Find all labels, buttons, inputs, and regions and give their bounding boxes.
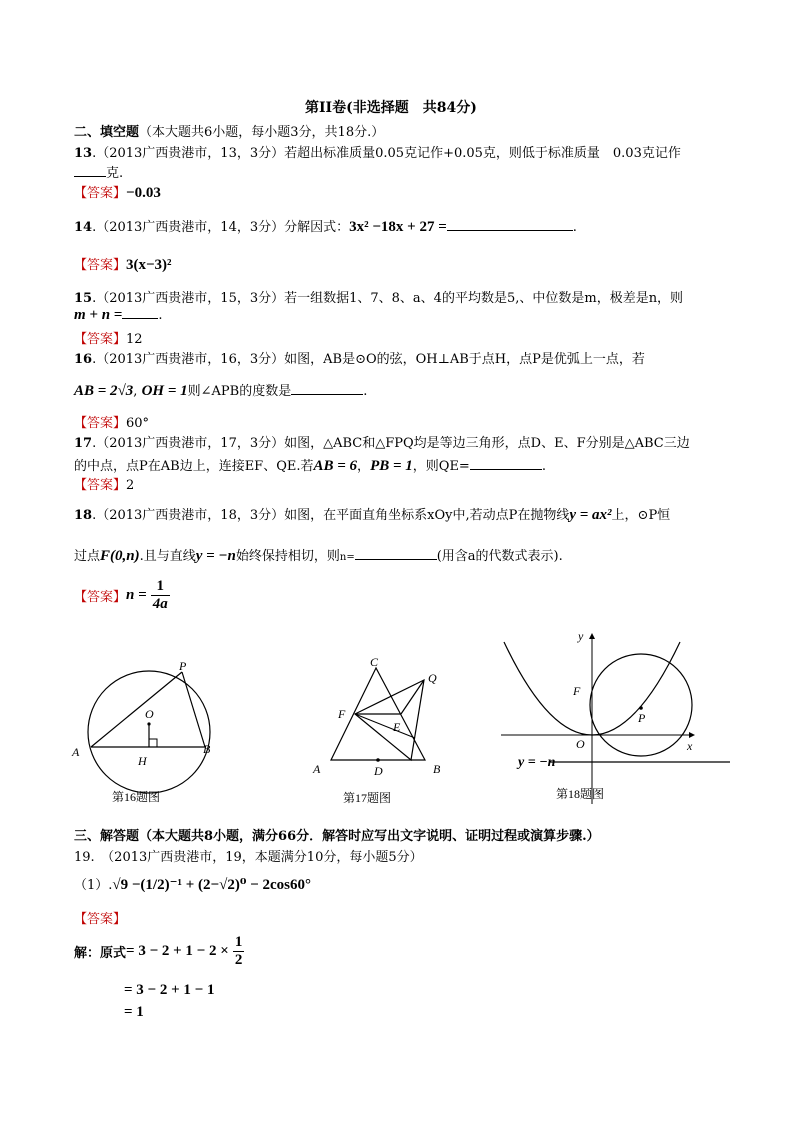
section-2-title: 二、填空题 (74, 125, 140, 140)
part-label: （1）. (74, 878, 113, 893)
fraction-numerator: 1 (151, 578, 170, 596)
label-b: B (203, 742, 211, 756)
question-number: 18 (74, 508, 93, 523)
segment-ap (91, 672, 182, 747)
question-text: 上，⊙P恒 (611, 508, 671, 523)
question-18-line2 (74, 545, 563, 565)
fraction (233, 934, 245, 969)
math-expression: y = ax² (569, 507, 612, 523)
fraction (151, 578, 170, 613)
caption-16: 第16题图 (112, 790, 161, 804)
caption-17: 第17题图 (343, 791, 392, 805)
question-text: ，则QE= (412, 459, 470, 474)
point-d (376, 758, 380, 762)
question-number: 17 (74, 436, 93, 451)
label-h: H (138, 754, 147, 768)
label-d: D (374, 764, 383, 778)
answer-16 (74, 412, 149, 431)
answer-value: 60° (126, 416, 150, 431)
question-13-line2 (74, 162, 123, 181)
question-14: 14.（2013广西贵港市，14，3分）分解因式：3x² −18x + 27 = . (74, 219, 577, 235)
question-text: .（2013广西贵港市，18，3分）如图，在平面直角坐标系xOy中,若动点P在抛物线 (92, 508, 570, 523)
question-17-line2: 的中点，点P在AB边上，连接EF、QE.若AB = 6，PB = 1，则QE= . (74, 458, 546, 474)
answer-label: 【答案】 (74, 590, 127, 605)
question-text: .（2013广西贵港市，17，3分）如图，△ABC和△FPQ均是等边三角形，点D、E、F分别是△ABC三边 (92, 436, 690, 451)
answer-14 (74, 254, 172, 274)
question-text: .且与直线 (139, 549, 196, 564)
question-text: .（2013广西贵港市，14，3分）分解因式： (92, 220, 350, 235)
math-expression: PB = 1 (370, 458, 413, 474)
math-expression: n = (126, 587, 147, 603)
answer-19 (74, 908, 126, 927)
right-angle-mark (149, 739, 157, 747)
figure-17 (303, 652, 463, 812)
answer-blank (74, 164, 106, 177)
question-text: 始终保持相切，则 (235, 549, 340, 564)
question-number: 14 (74, 220, 93, 235)
fraction-denominator: 2 (234, 952, 243, 968)
answer-value: 12 (126, 332, 143, 347)
label-x: x (687, 739, 693, 753)
question-text: 克. (106, 166, 124, 181)
answer-label: 【答案】 (74, 258, 127, 273)
answer-value: −0.03 (126, 185, 161, 201)
question-text: 则∠APB的度数是 (187, 384, 292, 399)
answer-13 (74, 182, 161, 202)
question-text: .（2013广西贵港市，13，3分）若超出标准质量0.05克记作+0.05克，则低于标准质量 0.03克记作 (92, 146, 681, 161)
answer-label: 【答案】 (74, 332, 127, 347)
math-expression: AB = 2√3 (74, 383, 134, 399)
label-a: A (72, 745, 80, 759)
answer-blank (291, 382, 363, 395)
circle-p (590, 654, 692, 756)
question-19: 19. （2013广西贵港市，19，本题满分10分，每小题5分） (74, 850, 423, 865)
point-p (639, 706, 643, 710)
math-expression: 3x² −18x + 27 = (349, 219, 447, 235)
label-b: B (433, 762, 441, 776)
answer-blank (447, 218, 573, 231)
question-text: 的中点，点P在AB边上，连接EF、QE.若 (74, 459, 314, 474)
question-text: (用含a的代数式表示). (436, 549, 563, 564)
label-o: O (145, 707, 154, 721)
question-13 (74, 142, 681, 161)
label-y: y (578, 629, 584, 643)
math-expression: m + n = (74, 307, 123, 323)
section-2-header (74, 121, 384, 140)
figure-18 (498, 628, 730, 808)
math-expression: y = −n (195, 548, 236, 564)
section-3-header: 三、解答题（本大题共8小题，满分66分．解答时应写出文字说明、证明过程或演算步骤.） (74, 829, 600, 844)
question-15 (74, 287, 683, 306)
question-text: .（2013广西贵港市，15，3分）若一组数据1、7、8、a、4的平均数是5,、中位数是m，极差是n，则 (92, 291, 684, 306)
question-16 (74, 348, 645, 367)
question-16-line2: AB = 2√3, OH = 1则∠APB的度数是 . (74, 383, 368, 399)
fraction-denominator: 4a (152, 596, 168, 612)
label-p: P (179, 659, 187, 673)
label-c: C (370, 655, 379, 669)
label-q: Q (428, 671, 437, 685)
answer-blank (122, 306, 158, 319)
page-title: 第II卷(非选择题 共84分) (305, 100, 477, 116)
answer-15 (74, 328, 143, 347)
question-number: 13 (74, 146, 93, 161)
label-p: P (638, 711, 646, 725)
label-line: y = −n (518, 755, 556, 770)
label-f: F (573, 684, 581, 698)
answer-value: 3(x−3)² (126, 257, 172, 273)
label-o: O (576, 737, 585, 751)
section-2-note: （本大题共6小题，每小题3分，共18分.） (139, 125, 385, 140)
question-18 (74, 504, 670, 524)
label-a: A (313, 762, 321, 776)
solution-line-2: = 3 − 2 + 1 − 1 (124, 982, 215, 998)
solution-line-1 (74, 934, 244, 969)
solution-line-3: = 1 (124, 1004, 144, 1020)
point-o (147, 722, 150, 725)
figure-16 (60, 655, 230, 815)
math-expression: √9 −(1/2)⁻¹ + (2−√2)⁰ − 2cos60° (112, 877, 311, 893)
math-expression: F(0,n) (100, 548, 140, 564)
question-17 (74, 432, 690, 451)
math-expression: = 3 − 2 + 1 − 2 × (126, 943, 229, 959)
answer-18 (74, 578, 170, 613)
math-expression: AB = 6 (313, 458, 358, 474)
caption-18: 第18题图 (556, 787, 605, 801)
question-number: 15 (74, 291, 93, 306)
question-number: 16 (74, 352, 93, 367)
answer-label: 【答案】 (74, 416, 127, 431)
question-19-part1 (74, 874, 311, 894)
triangle-fpq (355, 680, 424, 760)
answer-value: 2 (126, 478, 135, 493)
segment-pb (182, 672, 205, 747)
answer-label: 【答案】 (74, 186, 127, 201)
question-text: n= (339, 552, 355, 563)
question-15-line2: m + n = . (74, 307, 163, 323)
question-text: 过点 (74, 549, 101, 564)
solution-label: 解：原式 (74, 946, 127, 961)
math-expression: OH = 1 (141, 383, 188, 399)
question-text: .（2013广西贵港市，16，3分）如图，AB是⊙O的弦，OH⊥AB于点H，点P是优弧上一点，若 (92, 352, 645, 367)
label-f: F (338, 707, 346, 721)
label-e: E (393, 720, 401, 734)
answer-blank (470, 457, 542, 470)
answer-label: 【答案】 (74, 478, 127, 493)
answer-blank (355, 547, 437, 560)
answer-17 (74, 474, 134, 493)
fraction-numerator: 1 (234, 934, 243, 950)
answer-label: 【答案】 (74, 912, 127, 927)
segment-fe-aux (355, 714, 415, 738)
